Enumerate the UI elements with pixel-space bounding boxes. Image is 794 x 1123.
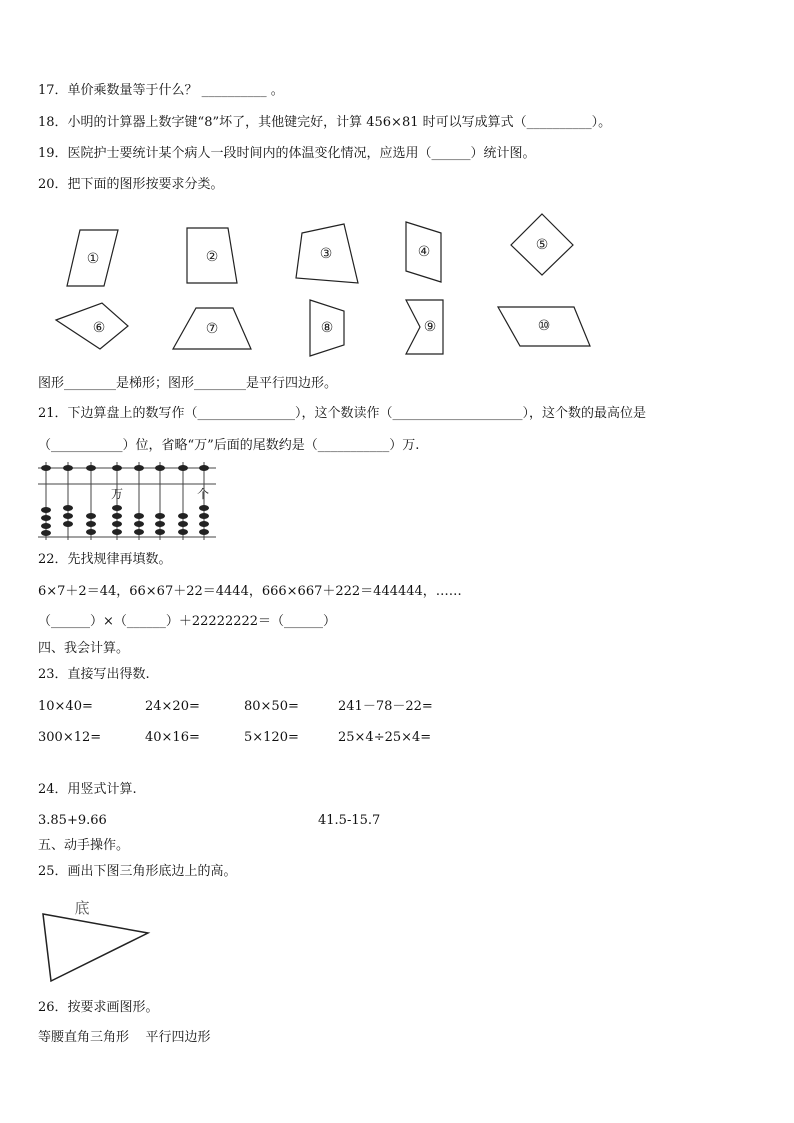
shape-9-label: ⑨ <box>423 319 437 335</box>
vertical-calc-item: 3.85+9.66 <box>38 813 107 828</box>
shape-1-label: ① <box>86 251 100 267</box>
section-4-title: 四、我会计算。 <box>38 641 130 656</box>
question-22: 22．先找规律再填数。 <box>38 552 172 567</box>
section-5-title: 五、动手操作。 <box>38 838 130 853</box>
vertical-calc-item: 41.5-15.7 <box>318 813 381 828</box>
shape-8-label: ⑧ <box>320 320 334 336</box>
question-17: 17．单价乘数量等于什么？ __________ 。 <box>38 83 284 98</box>
question-26-items: 等腰直角三角形 平行四边形 <box>38 1030 211 1045</box>
question-19: 19．医院护士要统计某个病人一段时间内的体温变化情况，应选用（______）统计图。 <box>38 146 536 161</box>
calc-item: 80×50= <box>244 699 299 714</box>
calc-item: 300×12= <box>38 730 102 745</box>
question-24: 24．用竖式计算. <box>38 782 137 797</box>
abacus-label-ge: 个 <box>196 487 210 501</box>
question-21-line-2: （___________）位，省略“万”后面的尾数约是（___________）万. <box>38 438 420 453</box>
question-22-blank: （______）×（______）＋22222222＝（______） <box>38 614 337 629</box>
calc-item: 24×20= <box>145 699 200 714</box>
calc-item: 10×40= <box>38 699 93 714</box>
triangle <box>43 914 148 981</box>
shape-2-label: ② <box>205 249 219 265</box>
question-20: 20．把下面的图形按要求分类。 <box>38 177 224 192</box>
question-26: 26．按要求画图形。 <box>38 1000 159 1015</box>
shape-6-label: ⑥ <box>92 320 106 336</box>
shape-3-label: ③ <box>319 246 333 262</box>
question-23: 23．直接写出得数. <box>38 667 150 682</box>
question-22-pattern: 6×7＋2＝44，66×67＋22＝4444，666×667＋222＝444444，…… <box>38 584 462 599</box>
question-18: 18．小明的计算器上数字键“8”坏了，其他键完好，计算 456×81 时可以写成算式（__________）。 <box>38 115 612 130</box>
calc-item: 241－78－22= <box>338 699 433 714</box>
abacus-label-wan: 万 <box>110 487 124 501</box>
shape-7-label: ⑦ <box>205 321 219 337</box>
calc-item: 5×120= <box>244 730 299 745</box>
calc-item: 40×16= <box>145 730 200 745</box>
shape-4-label: ④ <box>417 244 431 260</box>
question-25: 25．画出下图三角形底边上的高。 <box>38 864 237 879</box>
question-21-line-1: 21．下边算盘上的数写作（_______________），这个数读作（____________________），这个数的最高位是 <box>38 406 647 421</box>
shape-10-label: ⑩ <box>537 318 551 334</box>
calc-item: 25×4÷25×4= <box>338 730 432 745</box>
triangle-base-label: 底 <box>74 899 90 917</box>
shape-5-label: ⑤ <box>535 237 549 253</box>
question-20-answer: 图形________是梯形；图形________是平行四边形。 <box>38 376 338 391</box>
